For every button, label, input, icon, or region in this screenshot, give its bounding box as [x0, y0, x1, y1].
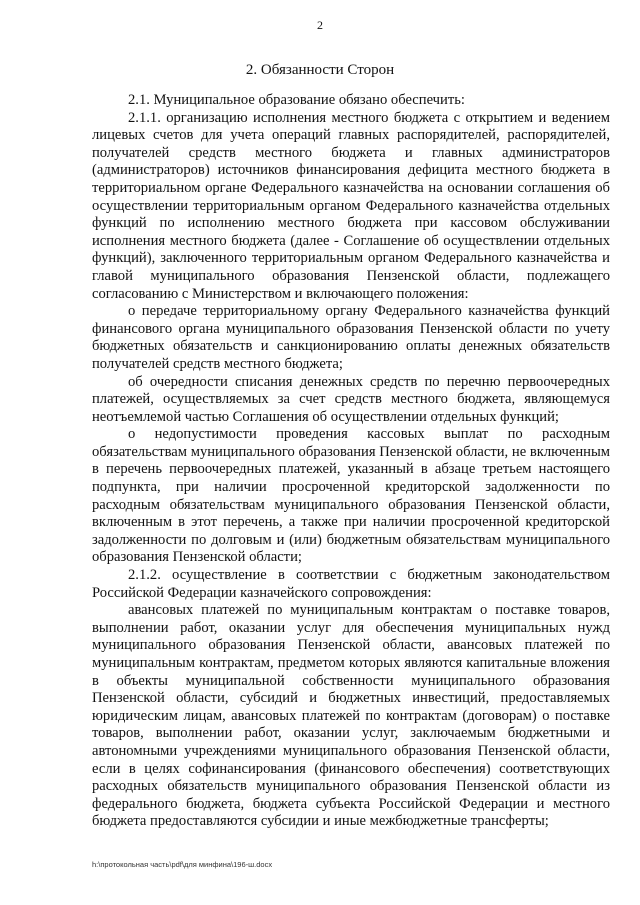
paragraph-2-1-1: 2.1.1. организацию исполнения местного бюджета с открытием и ведением лицевых счетов для учета операций главных распорядителей, распорядителей, получателей средств местного бюджета и главных администраторов (администраторов) источников финансирования дефицита местного бюджета в территориальном органе Федерального казначейства на основании соглашения об осуществлении территориальным органом Федерального казначейства отдельных функций по исполнению местного бюджета при кассовом обслуживании исполнения местного бюджета (далее - Соглашение об осуществлении отдельных функций), заключенного территориальным органом Федерального казначейства и главой муниципального образования Пензенской области, подлежащего согласованию с Министерством и включающего положения: — [92, 109, 610, 302]
file-path-footer: h:\протокольная часть\pdf\для минфина\196-ш.docx — [92, 860, 273, 869]
document-body — [92, 92, 610, 831]
page-number: 2 — [317, 18, 323, 32]
paragraph-payment-restriction: о недопустимости проведения кассовых выплат по расходным обязательствам муниципального образования Пензенской области, не включенным в перечень первоочередных платежей, указанный в абзаце третьем настоящего подпункта, при наличии просроченной кредиторской задолженности по расходным обязательствам муниципального образования Пензенской области, включенным в этот перечень, а также при наличии просроченной кредиторской задолженности по долговым и (или) бюджетным обязательствам муниципального образования Пензенской области; — [92, 426, 610, 566]
paragraph-transfer-functions: о передаче территориальному органу Федерального казначейства функций финансового органа муниципального образования Пензенской области по учету бюджетных обязательств и санкционированию оплаты денежных обязательств получателей средств местного бюджета; — [92, 303, 610, 372]
paragraph-2-1-2: 2.1.2. осуществление в соответствии с бюджетным законодательством Российской Федерации казначейского сопровождения: — [92, 567, 610, 601]
paragraph-2-1: 2.1. Муниципальное образование обязано обеспечить: — [128, 92, 465, 108]
paragraph-payment-order: об очередности списания денежных средств по перечню первоочередных платежей, осуществляемых за счет средств местного бюджета, являющемуся неотъемлемой частью Соглашения об осуществлении отдельных функций; — [92, 373, 610, 425]
paragraph-advance-payments: авансовых платежей по муниципальным контрактам о поставке товаров, выполнении работ, оказании услуг для обеспечения муниципальных нужд муниципального образования Пензенской области, авансовых платежей по муниципальным контрактам, предметом которых являются капитальные вложения в объекты муниципальной собственности муниципального образования Пензенской области, субсидий и бюджетных инвестиций, предоставляемых юридическим лицам, авансовых платежей по контрактам (договорам) о поставке товаров, выполнении работ, оказании услуг, заключаемым бюджетными и автономными учреждениями муниципального образования Пензенской области, если в целях софинансирования (финансового обеспечения) соответствующих расходных обязательств муниципального образования Пензенской области из федерального бюджета, бюджета субъекта Российской Федерации и местного бюджета предоставляются субсидии и иные межбюджетные трансферты; — [92, 602, 610, 830]
section-heading: 2. Обязанности Сторон — [245, 62, 395, 78]
